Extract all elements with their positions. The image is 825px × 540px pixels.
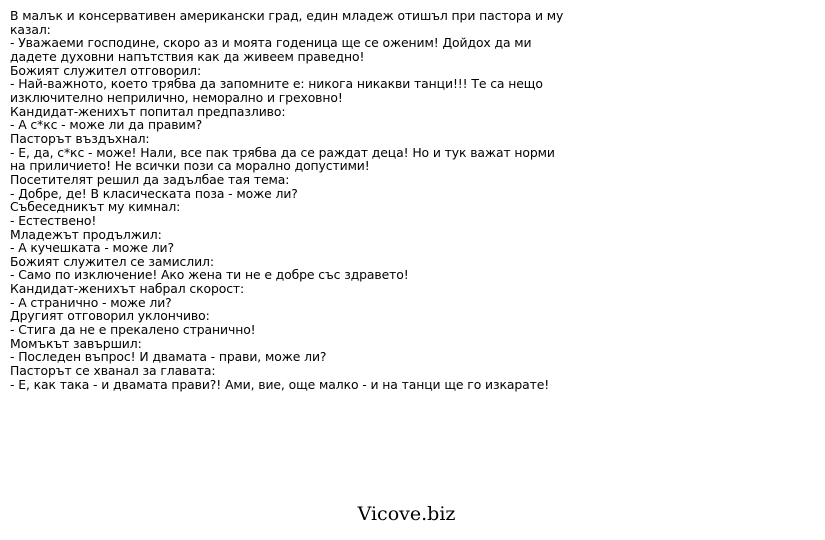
joke-line: Младежът продължил:	[10, 226, 162, 242]
joke-line: Събеседникът му кимнал:	[10, 199, 181, 215]
joke-line: - А с*кс - може ли да правим?	[10, 117, 203, 133]
joke-line: - Е, да, с*кс - може! Нали, все пак трябва да се раждат деца! Но и тук важат норми	[10, 144, 555, 160]
joke-line: Божият служител се замислил:	[10, 253, 214, 269]
joke-text	[10, 9, 570, 391]
joke-line: - А кучешката - може ли?	[10, 240, 174, 256]
joke-line: Кандидат-женихът попитал предпазливо:	[10, 103, 286, 119]
joke-line: - Най-важното, което трябва да запомните е: никога никакви танци!!! Те са нещо	[10, 76, 543, 92]
joke-line: изключително неприлично, неморално и греховно!	[10, 89, 343, 105]
joke-line: - Естествено!	[10, 212, 97, 228]
joke-line: В малък и консервативен американски град, един младеж отишъл при пастора и му	[10, 8, 564, 23]
joke-line: Другият отговорил уклончиво:	[10, 308, 210, 324]
joke-line: дадете духовни напътствия как да живеем праведно!	[10, 48, 365, 64]
joke-line: Пасторът въздъхнал:	[10, 130, 150, 146]
joke-line: на приличието! Не всички пози са морално допустими!	[10, 158, 370, 174]
joke-line: - А странично - може ли?	[10, 294, 172, 310]
joke-line: Божият служител отговорил:	[10, 62, 202, 78]
joke-line: Момъкът завършил:	[10, 335, 142, 351]
joke-line: - Е, как така - и двамата прави?! Ами, вие, още малко - и на танци ще го изкарате!	[10, 376, 550, 392]
joke-line: - Стига да не е прекалено странично!	[10, 322, 256, 338]
joke-line: - Само по изключение! Ако жена ти не е добре със здравето!	[10, 267, 409, 283]
joke-line: Пасторът се хванал за главата:	[10, 363, 216, 379]
joke-line: казал:	[10, 21, 51, 37]
joke-line: Кандидат-женихът набрал скорост:	[10, 281, 245, 297]
joke-line: - Последен въпрос! И двамата - прави, може ли?	[10, 349, 327, 365]
joke-line: Посетителят решил да задълбае тая тема:	[10, 171, 290, 187]
site-watermark: Vicove.biz	[357, 503, 456, 525]
joke-line: - Добре, де! В класическата поза - може ли?	[10, 185, 298, 201]
joke-line: - Уважаеми господине, скоро аз и моята годеница ще се оженим! Дойдох да ми	[10, 35, 532, 51]
